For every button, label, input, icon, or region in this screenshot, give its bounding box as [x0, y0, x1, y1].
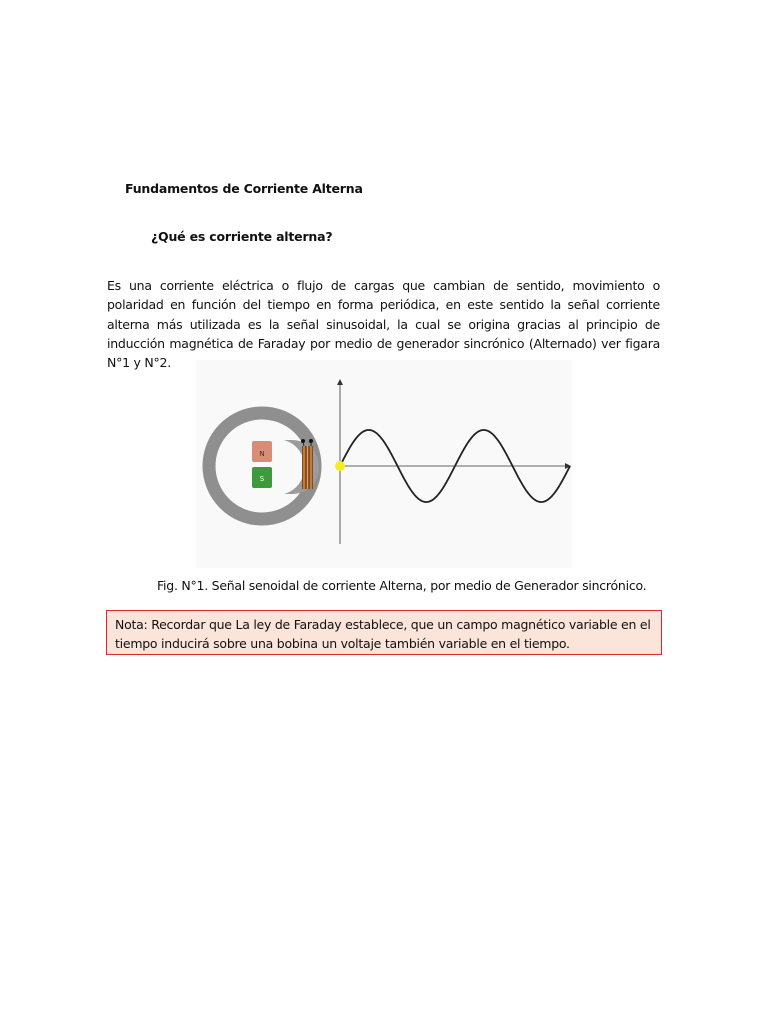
- figure-caption: Fig. N°1. Señal senoidal de corriente Alterna, por medio de Generador sincrónico.: [157, 578, 647, 593]
- coil-terminal: [301, 439, 305, 443]
- note-box: Nota: Recordar que La ley de Faraday establece, que un campo magnético variable en el tiempo inducirá sobre una bobina un voltaje también variable en el tiempo.: [106, 610, 662, 655]
- generator-illustration: [196, 360, 572, 568]
- body-paragraph: Es una corriente eléctrica o flujo de cargas que cambian de sentido, movimiento o polaridad en función del tiempo en forma periódica, en este sentido la señal corriente alterna más utilizada es la señal sinusoidal, la cual se origina gracias al principio de inducción magnética de Faraday por medio de generador sincrónico (Alternado) ver figara N°1 y N°2.: [107, 278, 660, 371]
- figure-background: [196, 360, 572, 568]
- magnet-north-label: N: [259, 450, 265, 458]
- magnet-south-label: S: [259, 475, 265, 483]
- coil: [302, 446, 313, 489]
- generator-figure: [196, 360, 572, 568]
- document-title: Fundamentos de Corriente Alterna: [125, 181, 363, 196]
- origin-marker: [335, 461, 345, 471]
- section-heading: ¿Qué es corriente alterna?: [151, 229, 333, 244]
- coil-terminal: [309, 439, 313, 443]
